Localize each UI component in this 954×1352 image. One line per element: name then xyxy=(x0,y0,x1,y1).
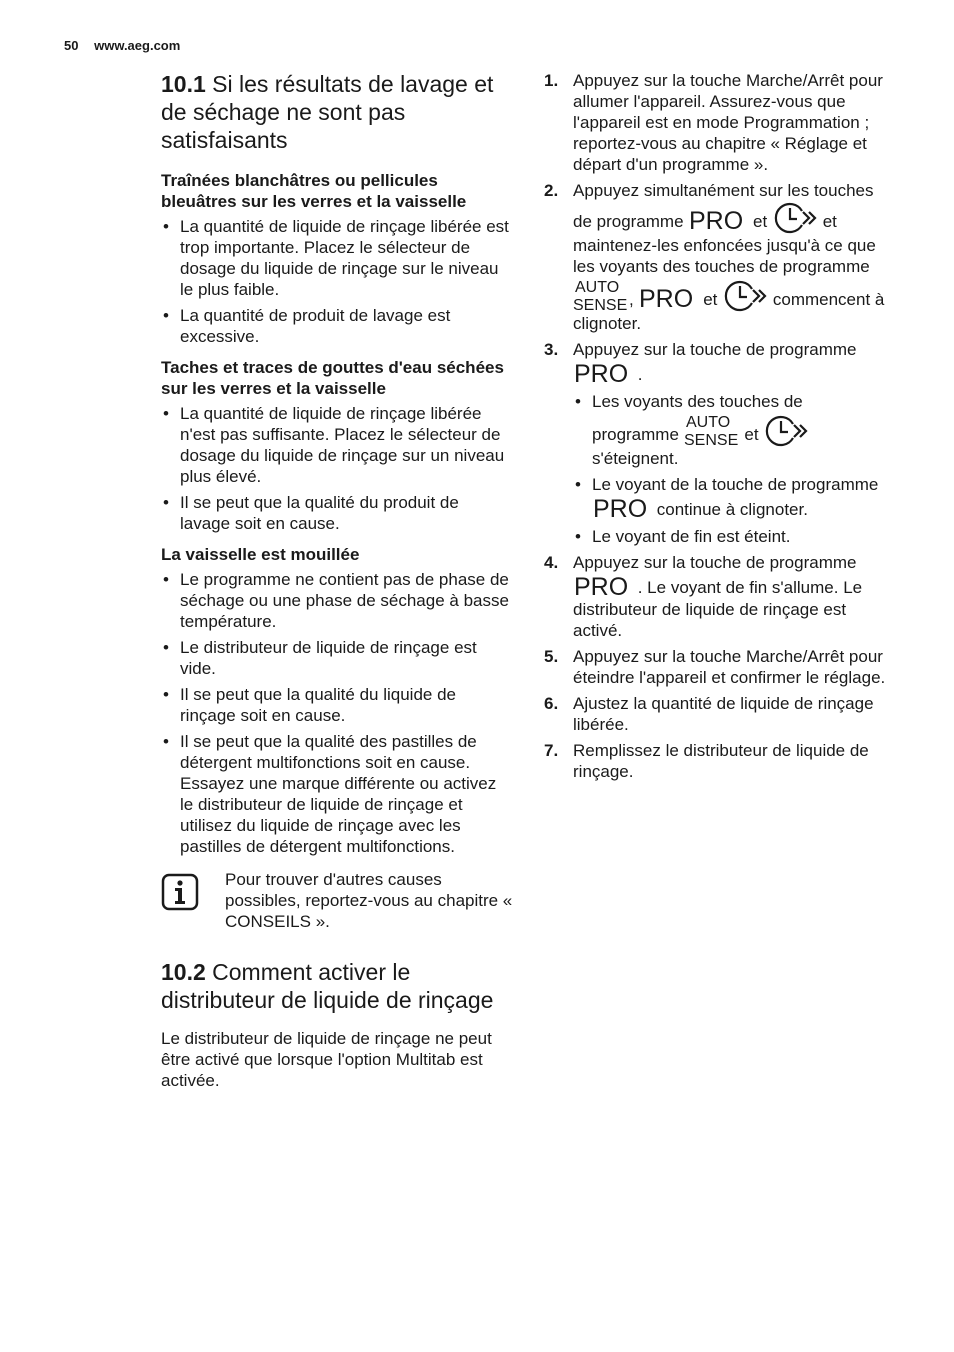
page-header xyxy=(64,38,180,53)
svg-text:PRO: PRO xyxy=(574,360,629,386)
section-10-2-title xyxy=(161,958,513,1014)
step-text: Les voyants des touches de programme xyxy=(592,392,803,444)
left-column xyxy=(161,70,513,1091)
step-text: et xyxy=(703,290,718,309)
right-column xyxy=(544,70,894,787)
step-item xyxy=(544,693,894,735)
step-text: Appuyez sur la touche de programme xyxy=(573,340,857,359)
step-text: . xyxy=(637,365,643,384)
pro-program-icon xyxy=(573,573,633,599)
website-url: www.aeg.com xyxy=(94,38,181,53)
step-text: Appuyez sur la touche Marche/Arrêt pour allumer l'appareil. Assurez-vous que l'appareil est en mode Programmation ; reportez-vous au chapitre « Réglage et départ d'un programme ». xyxy=(573,71,883,174)
list-item: • La quantité de produit de lavage est excessive. xyxy=(161,305,513,347)
step-item xyxy=(544,70,894,175)
problem-heading: Taches et traces de gouttes d'eau séchées sur les verres et la vaisselle xyxy=(161,358,504,398)
step-text: Remplissez le distributeur de liquide de rinçage. xyxy=(573,741,869,781)
step-number: 4. xyxy=(544,553,559,572)
list-item: • Le voyant de fin est éteint. xyxy=(573,526,894,547)
svg-text:AUTO: AUTO xyxy=(575,279,620,296)
step-text: Appuyez sur la touche Marche/Arrêt pour éteindre l'appareil et confirmer le réglage. xyxy=(573,647,886,687)
list-item: • Le programme ne contient pas de phase de séchage ou une phase de séchage à basse température. xyxy=(161,569,513,632)
section-number: 10.1 xyxy=(161,71,206,97)
svg-text:SENSE: SENSE xyxy=(573,297,628,313)
step-item xyxy=(544,552,894,641)
step-text: Appuyez simultanément sur les touches de programme xyxy=(573,181,874,231)
list-item xyxy=(573,474,894,521)
svg-text:SENSE: SENSE xyxy=(683,432,738,448)
step-number: 5. xyxy=(544,647,559,666)
step-text: Appuyez sur la touche de programme xyxy=(573,553,857,572)
step-text: Le voyant de la touche de programme xyxy=(592,475,879,494)
section-10-1-title xyxy=(161,70,513,154)
sub-list xyxy=(573,391,894,547)
problem-heading: Traînées blanchâtres ou pellicules bleuâtres sur les verres et la vaisselle xyxy=(161,171,467,211)
step-item xyxy=(544,740,894,782)
pro-program-icon xyxy=(638,285,698,311)
pro-program-icon xyxy=(688,207,748,233)
info-icon xyxy=(161,869,225,932)
autosense-program-icon xyxy=(684,412,740,448)
problem-heading: La vaisselle est mouillée xyxy=(161,545,360,564)
list-item: • Il se peut que la qualité du liquide de rinçage soit en cause. xyxy=(161,684,513,726)
time-saver-icon xyxy=(722,279,768,313)
step-text: commencent à clignoter. xyxy=(573,290,885,333)
section-title: Comment activer le distributeur de liquide de rinçage xyxy=(161,959,494,1013)
svg-text:AUTO: AUTO xyxy=(685,414,730,431)
step-text: et maintenez-les enfoncées jusqu'à ce que les voyants des touches de programme xyxy=(573,212,876,276)
step-text: continue à clignoter. xyxy=(656,500,808,519)
time-saver-icon xyxy=(763,414,809,448)
section-number: 10.2 xyxy=(161,959,206,985)
section-intro: Le distributeur de liquide de rinçage ne peut être activé que lorsque l'option Multitab est activée. xyxy=(161,1029,492,1090)
steps-list xyxy=(544,70,894,782)
step-item xyxy=(544,339,894,547)
step-text: et xyxy=(744,425,759,444)
step-item xyxy=(544,646,894,688)
step-number: 7. xyxy=(544,741,559,760)
list-item: • La quantité de liquide de rinçage libérée est trop importante. Placez le sélecteur de dosage du liquide de rinçage sur le niveau le plus faible. xyxy=(161,216,513,300)
list-item xyxy=(573,391,894,469)
step-text: et xyxy=(753,212,768,231)
step-text: s'éteignent. xyxy=(592,449,679,468)
cause-list xyxy=(161,403,513,534)
step-number: 2. xyxy=(544,181,559,200)
info-note xyxy=(161,869,513,932)
list-item: • Il se peut que la qualité du produit de lavage soit en cause. xyxy=(161,492,513,534)
list-item: • Il se peut que la qualité des pastilles de détergent multifonctions soit en cause. Essayez une marque différente ou activez le distributeur de liquide de rinçage et utilisez du liquide de rinçage avec les pastilles de détergent multifonctions. xyxy=(161,731,513,857)
cause-list xyxy=(161,569,513,857)
list-item: • Le distributeur de liquide de rinçage est vide. xyxy=(161,637,513,679)
svg-text:PRO: PRO xyxy=(639,285,694,311)
step-item xyxy=(544,180,894,334)
section-title: Si les résultats de lavage et de séchage ne sont pas satisfaisants xyxy=(161,71,494,153)
pro-program-icon xyxy=(573,360,633,386)
step-number: 6. xyxy=(544,694,559,713)
section-10-2 xyxy=(161,958,513,1091)
step-text: Ajustez la quantité de liquide de rinçage libérée. xyxy=(573,694,874,734)
svg-text:PRO: PRO xyxy=(689,207,744,233)
svg-text:PRO: PRO xyxy=(593,495,648,521)
page-number: 50 xyxy=(64,38,79,53)
step-text: , xyxy=(629,290,634,309)
cause-list xyxy=(161,216,513,347)
time-saver-icon xyxy=(772,201,818,235)
step-text: . Le voyant de fin s'allume. Le distributeur de liquide de rinçage est activé. xyxy=(573,578,863,640)
list-item: • La quantité de liquide de rinçage libérée n'est pas suffisante. Placez le sélecteur de dosage du liquide de rinçage sur un niveau plus élevé. xyxy=(161,403,513,487)
svg-text:PRO: PRO xyxy=(574,573,629,599)
step-number: 3. xyxy=(544,340,559,359)
autosense-program-icon xyxy=(573,277,629,313)
step-number: 1. xyxy=(544,71,559,90)
pro-program-icon xyxy=(592,495,652,521)
info-note-text: Pour trouver d'autres causes possibles, reportez-vous au chapitre « CONSEILS ». xyxy=(225,870,513,931)
